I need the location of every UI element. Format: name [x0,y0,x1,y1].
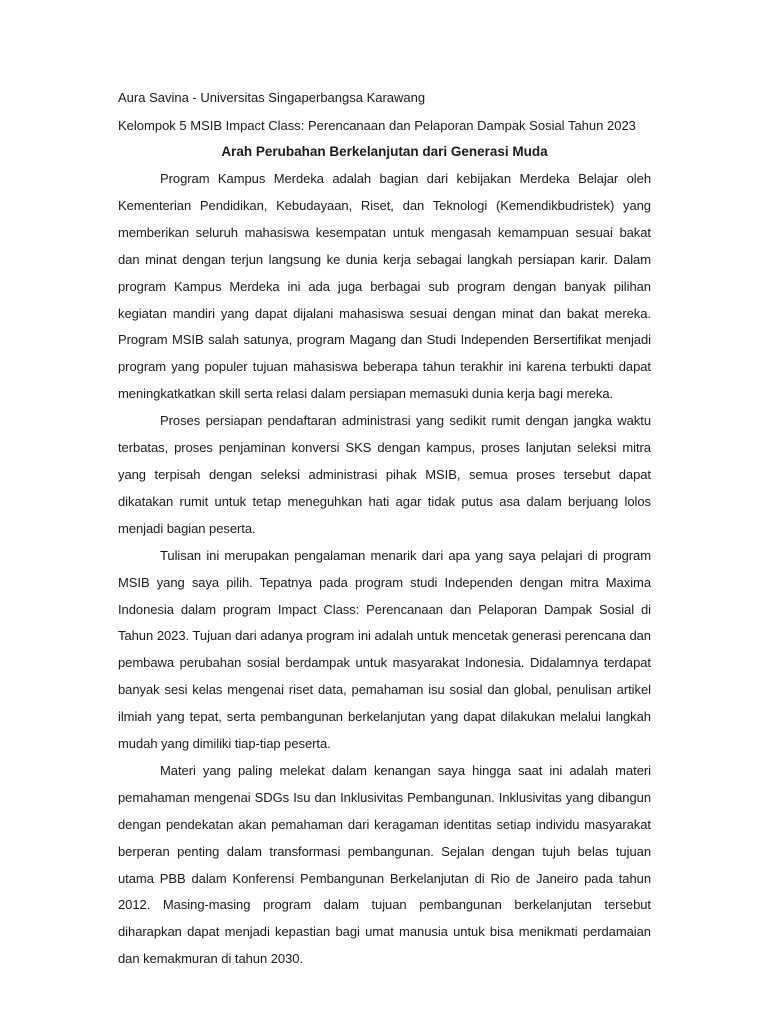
course-line: Kelompok 5 MSIB Impact Class: Perencanaan dan Pelaporan Dampak Sosial Tahun 2023 [118,118,636,133]
paragraph-3: Tulisan ini merupakan pengalaman menarik dari apa yang saya pelajari di program MSIB yang saya pilih. Tepatnya pada program studi Independen dengan mitra Maxima Indonesia dalam program Impact Class: Perencanaan dan Pelaporan Dampak Sosial di Tahun 2023. Tujuan dari adanya program ini adalah untuk mencetak generasi perencana dan pembawa perubahan sosial berdampak untuk masyarakat Indonesia. Didalamnya terdapat banyak sesi kelas mengenai riset data, pemahaman isu sosial dan global, penulisan artikel ilmiah yang tepat, serta pembangunan berkelanjutan yang dapat dilakukan melalui langkah mudah yang dimiliki tiap-tiap peserta. [118,547,651,752]
document-title: Arah Perubahan Berkelanjutan dari Generasi Muda [221,144,548,159]
document-page [118,86,651,973]
author-line: Aura Savina - Universitas Singaperbangsa Karawang [118,90,426,105]
paragraph-1: Program Kampus Merdeka adalah bagian dari kebijakan Merdeka Belajar oleh Kementerian Pendidikan, Kebudayaan, Riset, dan Teknologi (Kemendikbudristek) yang memberikan seluruh mahasiswa kesempatan untuk mengasah kemampuan sesuai bakat dan minat dengan terjun langsung ke dunia kerja sebagai langkah persiapan karir. Dalam program Kampus Merdeka ini ada juga berbagai sub program dengan banyak pilihan kegiatan mandiri yang dapat dijalani mahasiswa sesuai dengan minat dan bakat mereka. Program MSIB salah satunya, program Magang dan Studi Independen Bersertifikat menjadi program yang populer tujuan mahasiswa beberapa tahun terakhir ini karena terbukti dapat meningkatkatkan skill serta relasi dalam persiapan memasuki dunia kerja bagi mereka. [118,171,651,402]
paragraph-4: Materi yang paling melekat dalam kenangan saya hingga saat ini adalah materi pemahaman mengenai SDGs Isu dan Inklusivitas Pembangunan. Inklusivitas yang dibangun dengan pendekatan akan pemahaman dari keragaman identitas setiap individu masyarakat berperan penting dalam transformasi pembangunan. Sejalan dengan tujuh belas tujuan utama PBB dalam Konferensi Pembangunan Berkelanjutan di Rio de Janeiro pada tahun 2012. Masing-masing program dalam tujuan pembangunan berkelanjutan tersebut diharapkan dapat menjadi kepastian bagi umat manusia untuk bisa menikmati perdamaian dan kemakmuran di tahun 2030. [118,762,651,967]
paragraph-2: Proses persiapan pendaftaran administrasi yang sedikit rumit dengan jangka waktu terbatas, proses penjaminan konversi SKS dengan kampus, proses lanjutan seleksi mitra yang terpisah dengan seleksi administrasi pihak MSIB, semua proses tersebut dapat dikatakan rumit untuk tetap meneguhkan hati agar tidak putus asa dalam berjuang lolos menjadi bagian peserta. [118,413,651,536]
